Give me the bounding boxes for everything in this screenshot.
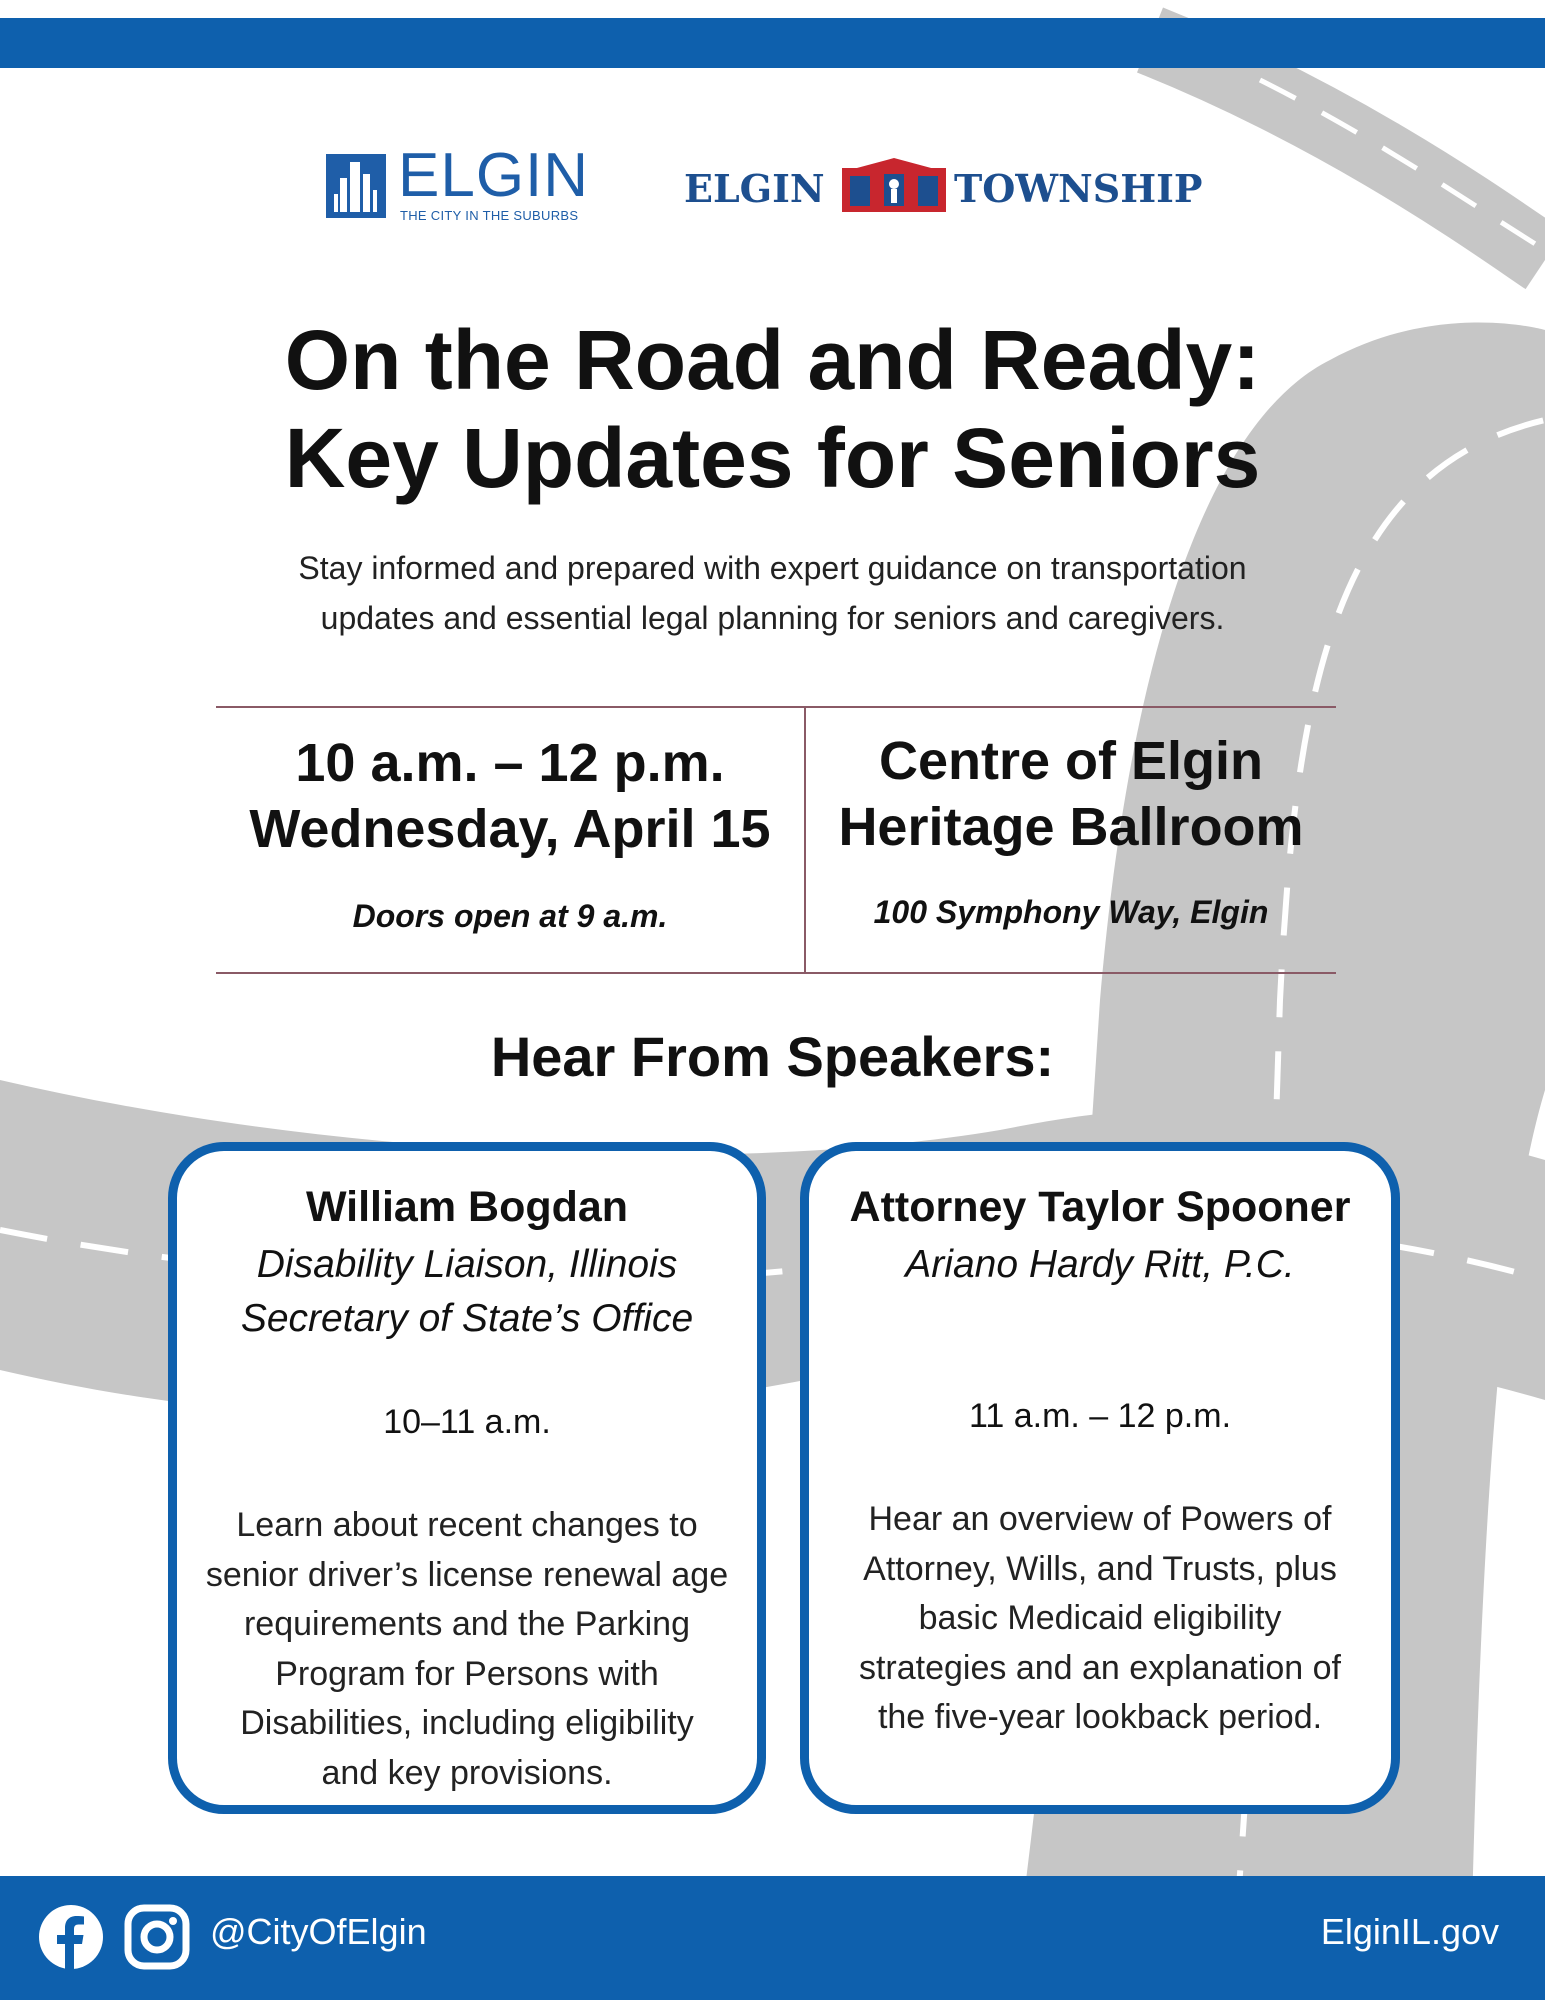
- elgin-township-logo: [684, 158, 1224, 218]
- description-line: the five-year lookback period.: [877, 1698, 1323, 1736]
- description-line: Disabilities, including eligibility: [240, 1704, 694, 1742]
- facebook-icon[interactable]: [38, 1904, 104, 1970]
- instagram-icon[interactable]: [124, 1904, 190, 1970]
- venue-name-line1: Centre of Elgin: [878, 731, 1263, 791]
- township-word-left: ELGIN: [684, 166, 825, 211]
- elgin-tagline: THE CITY IN THE SUBURBS: [400, 208, 579, 223]
- speaker-card: [800, 1142, 1400, 1814]
- description-line: senior driver’s license renewal age: [205, 1555, 729, 1594]
- venue-address: 100 Symphony Way, Elgin: [873, 894, 1269, 930]
- speakers-heading: Hear From Speakers:: [490, 1025, 1055, 1088]
- building-icon: [326, 154, 386, 218]
- intro-line2: updates and essential legal planning for seniors and caregivers.: [320, 600, 1225, 636]
- speaker-role-line1: Disability Liaison, Illinois: [256, 1243, 678, 1286]
- page-title-line1: On the Road and Ready:: [284, 313, 1261, 407]
- speaker-name: William Bogdan: [305, 1183, 629, 1231]
- speaker-description: [809, 1495, 1391, 1743]
- website-link[interactable]: ElginIL.gov: [1320, 1911, 1499, 1952]
- township-emblem-icon: [842, 158, 946, 216]
- event-date: Wednesday, April 15: [249, 799, 771, 859]
- description-line: requirements and the Parking: [243, 1605, 691, 1643]
- township-word-right: TOWNSHIP: [954, 166, 1203, 211]
- elgin-wordmark: ELGIN: [398, 141, 590, 210]
- doors-open-note: Doors open at 9 a.m.: [352, 898, 668, 934]
- info-divider-bottom: [216, 972, 1336, 974]
- speaker-name: Attorney Taylor Spooner: [849, 1183, 1351, 1231]
- event-time: 10 a.m. – 12 p.m.: [295, 733, 725, 793]
- description-line: strategies and an explanation of: [858, 1648, 1341, 1687]
- description-line: Hear an overview of Powers of: [868, 1500, 1332, 1538]
- social-handle[interactable]: @CityOfElgin: [210, 1911, 427, 1952]
- venue-name-line2: Heritage Ballroom: [838, 797, 1304, 857]
- description-line: and key provisions.: [321, 1753, 613, 1792]
- description-line: Learn about recent changes to: [236, 1506, 698, 1544]
- event-venue-block: [806, 706, 1336, 972]
- event-time-block: [216, 706, 804, 972]
- speaker-description: [177, 1501, 757, 1798]
- speaker-card: [168, 1142, 766, 1814]
- city-of-elgin-logo: [326, 141, 616, 224]
- speaker-role-line2: Secretary of State’s Office: [240, 1297, 694, 1340]
- top-banner: [0, 18, 1545, 68]
- description-line: basic Medicaid eligibility: [918, 1599, 1282, 1637]
- description-line: Program for Persons with: [275, 1654, 659, 1693]
- speaker-time: 10–11 a.m.: [383, 1403, 551, 1441]
- description-line: Attorney, Wills, and Trusts, plus: [863, 1549, 1337, 1588]
- intro-line1: Stay informed and prepared with expert guidance on transportation: [298, 550, 1247, 586]
- speaker-role-line1: Ariano Hardy Ritt, P.C.: [905, 1243, 1295, 1286]
- page-title-line2: Key Updates for Seniors: [284, 411, 1261, 505]
- speaker-time: 11 a.m. – 12 p.m.: [968, 1397, 1232, 1435]
